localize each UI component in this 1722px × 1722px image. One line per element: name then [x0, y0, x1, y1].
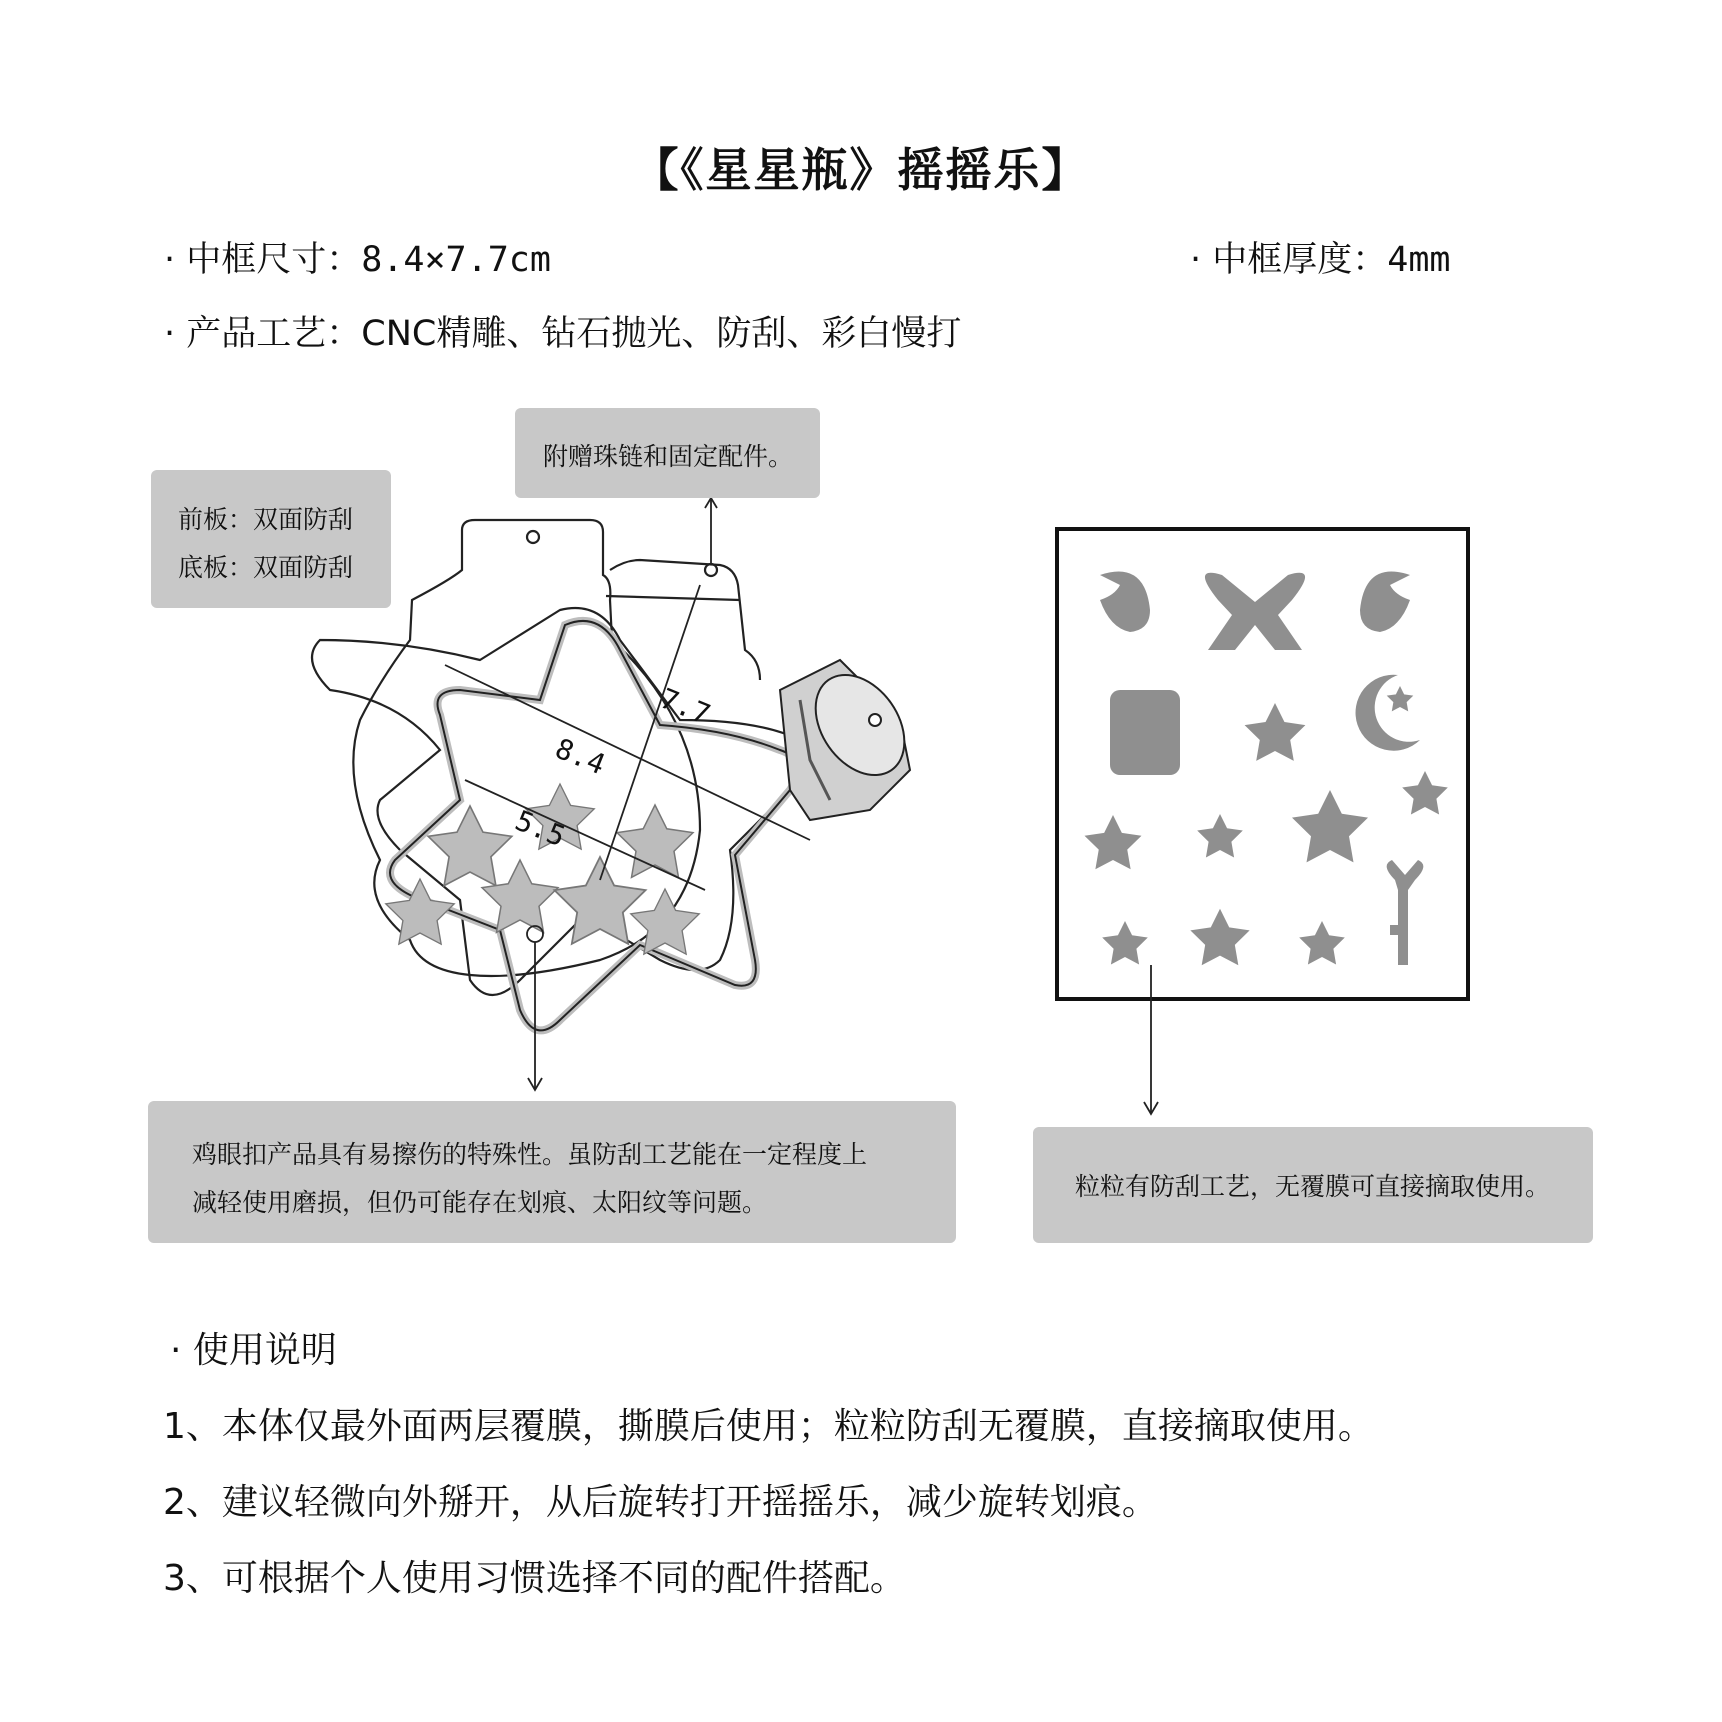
star-bottle-front	[390, 621, 798, 1031]
eyelet-callout-line2: 减轻使用磨损，但仍可能存在划痕、太阳纹等问题。	[192, 1188, 768, 1217]
width-dimension-line	[445, 665, 810, 840]
pieces-panel	[1057, 529, 1468, 1114]
chain-callout-arrow	[705, 498, 717, 565]
craft-label: · 产品工艺：	[164, 314, 362, 354]
thickness-value: 4mm	[1387, 240, 1451, 280]
front-board-text: 前板：双面防刮	[178, 505, 354, 534]
back-board-text: 底板：双面防刮	[178, 553, 354, 582]
usage-item-3: 3、可根据个人使用习惯选择不同的配件搭配。	[163, 1558, 906, 1599]
page-title: 【《星星瓶》摇摇乐】	[632, 143, 1090, 197]
eyelet-callout	[148, 1101, 956, 1243]
usage-heading: · 使用说明	[170, 1330, 337, 1371]
board-callout	[151, 470, 391, 608]
inner-dimension-label: 5.5	[510, 803, 570, 854]
framed-badge-piece	[1110, 690, 1180, 775]
height-dimension-label: 7.7	[655, 681, 715, 732]
bottle-cap	[780, 658, 923, 820]
bottle-inner-stars	[386, 784, 699, 954]
thickness-label: · 中框厚度：	[1190, 240, 1388, 280]
frame-size-label: · 中框尺寸：	[164, 240, 362, 280]
chain-callout	[515, 408, 820, 498]
eyelet-callout-arrow	[527, 926, 543, 1090]
pieces-callout	[1033, 1127, 1593, 1243]
usage-item-1: 1、本体仅最外面两层覆膜，撕膜后使用；粒粒防刮无覆膜，直接摘取使用。	[163, 1406, 1374, 1447]
usage-item-2: 2、建议轻微向外掰开，从后旋转打开摇摇乐，减少旋转划痕。	[163, 1482, 1158, 1523]
frame-size-value: 8.4×7.7cm	[361, 240, 551, 280]
eyelet-callout-line1: 鸡眼扣产品具有易擦伤的特殊性。虽防刮工艺能在一定程度上	[192, 1140, 868, 1169]
width-dimension-label: 8.4	[550, 731, 610, 782]
chain-callout-text: 附赠珠链和固定配件。	[543, 442, 794, 471]
pieces-callout-text: 粒粒有防刮工艺，无覆膜可直接摘取使用。	[1075, 1172, 1551, 1201]
craft-value: CNC精雕、钻石抛光、防刮、彩白慢打	[361, 314, 962, 354]
